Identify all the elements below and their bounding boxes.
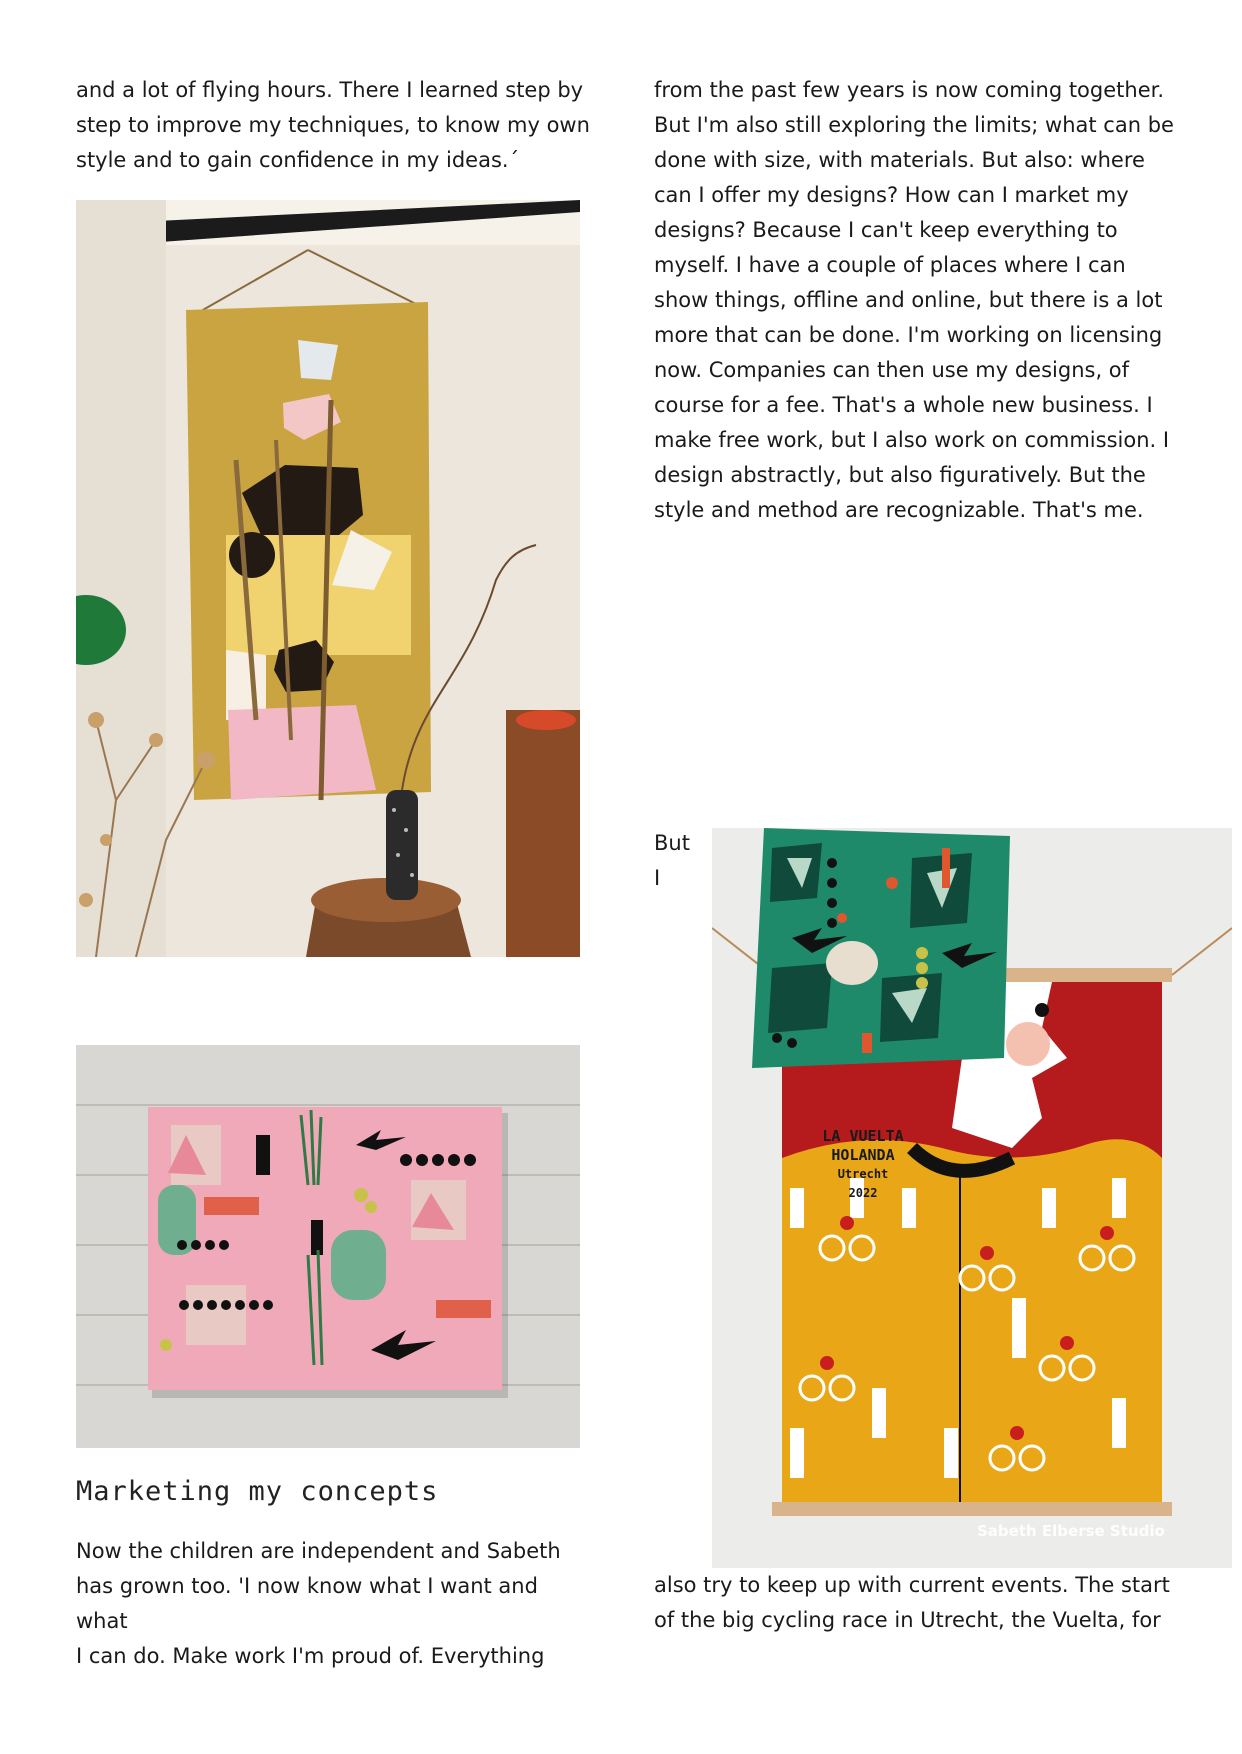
cycling-poster-photo (712, 828, 1232, 1568)
pink-pattern-canvas-photo (76, 1045, 580, 1448)
wall-hanging-photo (76, 200, 580, 957)
section-heading: Marketing my concepts (76, 1476, 439, 1507)
right-top-paragraph: from the past few years is now coming together. But I'm also still exploring the limits; what can be done with size, with materials. But also: where can I offer my designs? How can I market my designs? Because I can't keep everything to myself. I have a couple of places where I can show things, offline and online, but there is a lot more that can be done. I'm working on licensing now. Companies can then use my designs, of course for a fee. That's a whole new business. I make free work, but I also work on commission. I design abstractly, but also figuratively. But the style and method are recognizable. That's me. (654, 78, 1174, 522)
poster-title-line-2: HOLANDA (831, 1146, 895, 1164)
poster-title-line-3: Utrecht (837, 1167, 889, 1181)
studio-credit: Sabeth Elberse Studio (977, 1522, 1165, 1540)
poster-title-line-1: LA VUELTA (822, 1127, 904, 1145)
poster-title-line-4: 2022 (848, 1186, 878, 1200)
intro-paragraph: and a lot of flying hours. There I learned step by step to improve my techniques, to know my own style and to gain confidence in my ideas.´ (76, 78, 590, 172)
poster-title-text (798, 1127, 928, 1203)
right-bottom-paragraph: also try to keep up with current events. The start of the big cycling race in Utrecht, the Vuelta, for (654, 1573, 1170, 1632)
right-fragment-text: But I (654, 831, 690, 890)
section-paragraph: Now the children are independent and Sabeth has grown too. 'I now know what I want and what I can do. Make work I'm proud of. Everything (76, 1539, 561, 1668)
